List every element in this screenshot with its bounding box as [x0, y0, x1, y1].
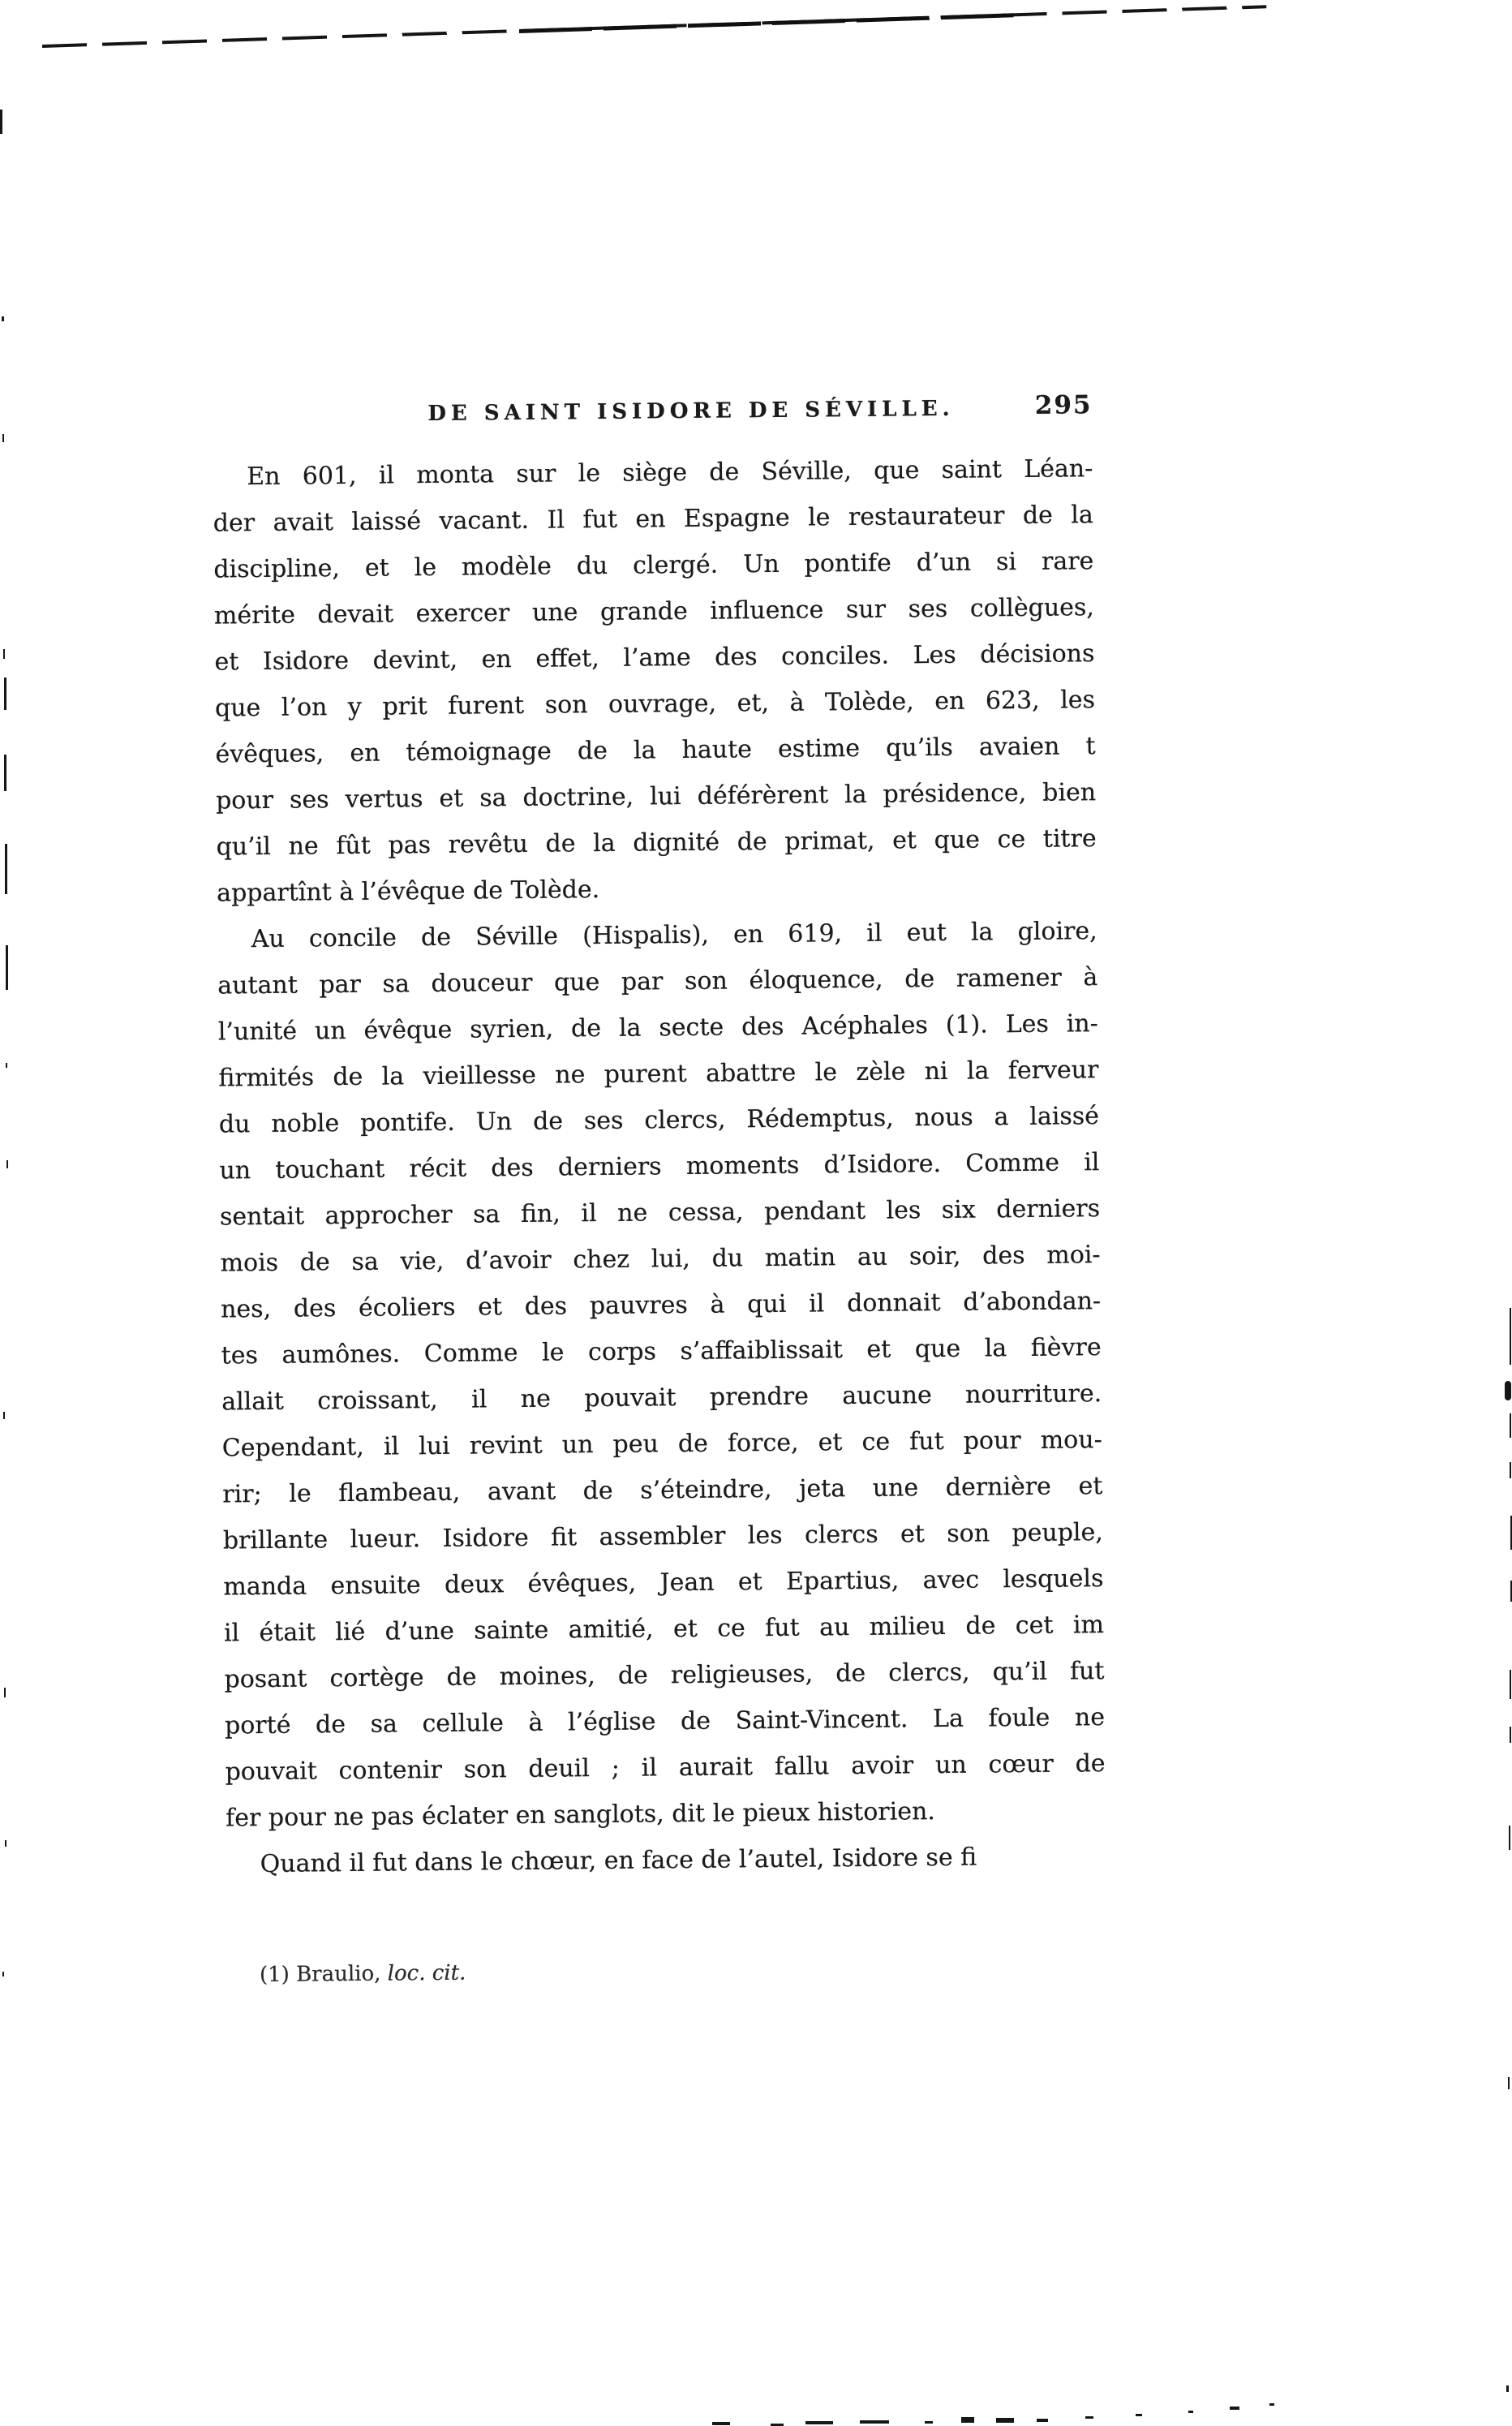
scan-artifact-top-edge-dark [519, 13, 1014, 33]
text-line: pour ses vertus et sa doctrine, lui déférèrent la présidence, bien [215, 778, 1097, 815]
text-line: un touchant récit des derniers moments d’Isidore. Comme il [219, 1148, 1100, 1185]
text-line: allait croissant, il ne pouvait prendre aucune nourriture. [221, 1379, 1102, 1417]
text-line: Cependant, il lui revint un peu de force, et ce fut pour mou- [221, 1426, 1102, 1463]
scan-speck [712, 2422, 730, 2425]
scan-speck [2, 434, 4, 442]
scan-speck [3, 649, 5, 659]
scan-speck [6, 945, 8, 990]
text-line: posant cortège de moines, de religieuses, de clercs, qu’il fut [224, 1657, 1105, 1694]
scan-speck [1510, 1670, 1511, 1699]
text-line: porté de sa cellule à l’église de Saint-Vincent. La foule ne [224, 1703, 1106, 1740]
scan-speck [1085, 2416, 1093, 2419]
scan-speck [4, 677, 6, 710]
text-line: nes, des écoliers et des pauvres à qui il donnait d’abondan- [220, 1287, 1102, 1324]
scan-speck [1136, 2414, 1142, 2416]
scan-speck [4, 1688, 6, 1697]
scan-speck [925, 2421, 933, 2424]
text-line: évêques, en témoignage de la haute estime qu’ils avaien t [215, 732, 1096, 769]
text-line: En 601, il monta sur le siège de Séville, que saint Léan- [247, 454, 1093, 492]
scan-speck [6, 1063, 7, 1068]
page-content [212, 390, 1107, 1988]
scan-speck [996, 2418, 1014, 2423]
text-line: brillante lueur. Isidore fit assembler les clercs et son peuple, [222, 1518, 1103, 1555]
text-line: l’unité un évêque syrien, de la secte des Acéphales (1). Les in- [217, 1009, 1098, 1047]
text-line: Quand il fut dans le chœur, en face de l’autel, Isidore se fi [260, 1843, 977, 1879]
text-line: du noble pontife. Un de ses clercs, Rédemptus, nous a laissé [218, 1102, 1100, 1139]
scan-speck [3, 1412, 5, 1419]
scan-speck [4, 755, 6, 791]
footnote-marker: (1) [259, 1962, 290, 1988]
scan-speck [1510, 1727, 1511, 1743]
text-line: qu’il ne fût pas revêtu de la dignité de primat, et que ce titre [216, 824, 1097, 862]
header-title: DE SAINT ISIDORE DE SÉVILLE. [427, 396, 955, 427]
text-line: sentait approcher sa fin, il ne cessa, pendant les six derniers [219, 1194, 1101, 1232]
scan-speck [805, 2421, 833, 2424]
text-line: der avait laissé vacant. Il fut en Espagne le restaurateur de la [213, 501, 1093, 538]
text-line: mérite devait exercer une grande influence sur ses collègues, [213, 593, 1095, 630]
scan-speck [1510, 1413, 1511, 1438]
text-line: Au concile de Séville (Hispalis), en 619, il eut la gloire, [251, 917, 1097, 954]
footnote-work: loc. cit. [387, 1960, 466, 1986]
scan-speck [1230, 2407, 1239, 2410]
scan-speck [0, 110, 2, 134]
running-header [212, 390, 1093, 441]
scan-speck [1188, 2411, 1193, 2413]
scan-speck [961, 2417, 974, 2423]
scan-speck [1506, 2385, 1509, 2392]
text-line: pouvait contenir son deuil ; il aurait fallu avoir un cœur de [225, 1749, 1106, 1787]
text-line: et Isidore devint, en effet, l’ame des conciles. Les décisions [214, 639, 1095, 677]
scan-speck [1269, 2403, 1274, 2406]
text-line: appartînt à l’évêque de Tolède. [217, 875, 600, 908]
text-line: autant par sa douceur que par son éloquence, de ramener à [217, 963, 1098, 1000]
text-line: fer pour ne pas éclater en sanglots, dit le pieux historien. [225, 1797, 936, 1833]
scan-speck [5, 844, 7, 894]
text-line: que l’on y prit furent son ouvrage, et, à Tolède, en 623, les [214, 686, 1096, 723]
scan-speck [1510, 1308, 1511, 1365]
footnote [260, 1955, 1107, 1987]
scan-speck [1510, 1462, 1511, 1478]
text-line: firmités de la vieillesse ne purent abattre le zèle ni la ferveur [218, 1056, 1099, 1093]
text-line: discipline, et le modèle du clergé. Un pontife d’un si rare [213, 547, 1094, 584]
text-line: il était lié d’une sainte amitié, et ce fut au milieu de cet im [223, 1611, 1105, 1648]
text-line: mois de sa vie, d’avoir chez lui, du matin au soir, des moi- [220, 1241, 1101, 1278]
scan-speck [1037, 2419, 1048, 2422]
scan-speck [1509, 1826, 1510, 1850]
scan-speck [2, 316, 4, 321]
text-line: tes aumônes. Comme le corps s’affaiblissait et que la fièvre [221, 1333, 1102, 1370]
text-line: manda ensuite deux évêques, Jean et Epartius, avec lesquels [223, 1564, 1104, 1602]
body-text [213, 445, 1106, 1887]
page-number: 295 [1034, 390, 1093, 420]
scan-speck [6, 1160, 8, 1168]
text-line: rir; le flambeau, avant de s’éteindre, jeta une dernière et [222, 1472, 1103, 1509]
scan-speck [860, 2420, 889, 2424]
scan-speck [5, 1840, 6, 1847]
scan-speck [1508, 2077, 1510, 2089]
scan-speck [2, 1972, 4, 1977]
footnote-author: Braulio, [289, 1961, 388, 1987]
scan-speck [1505, 1381, 1511, 1400]
